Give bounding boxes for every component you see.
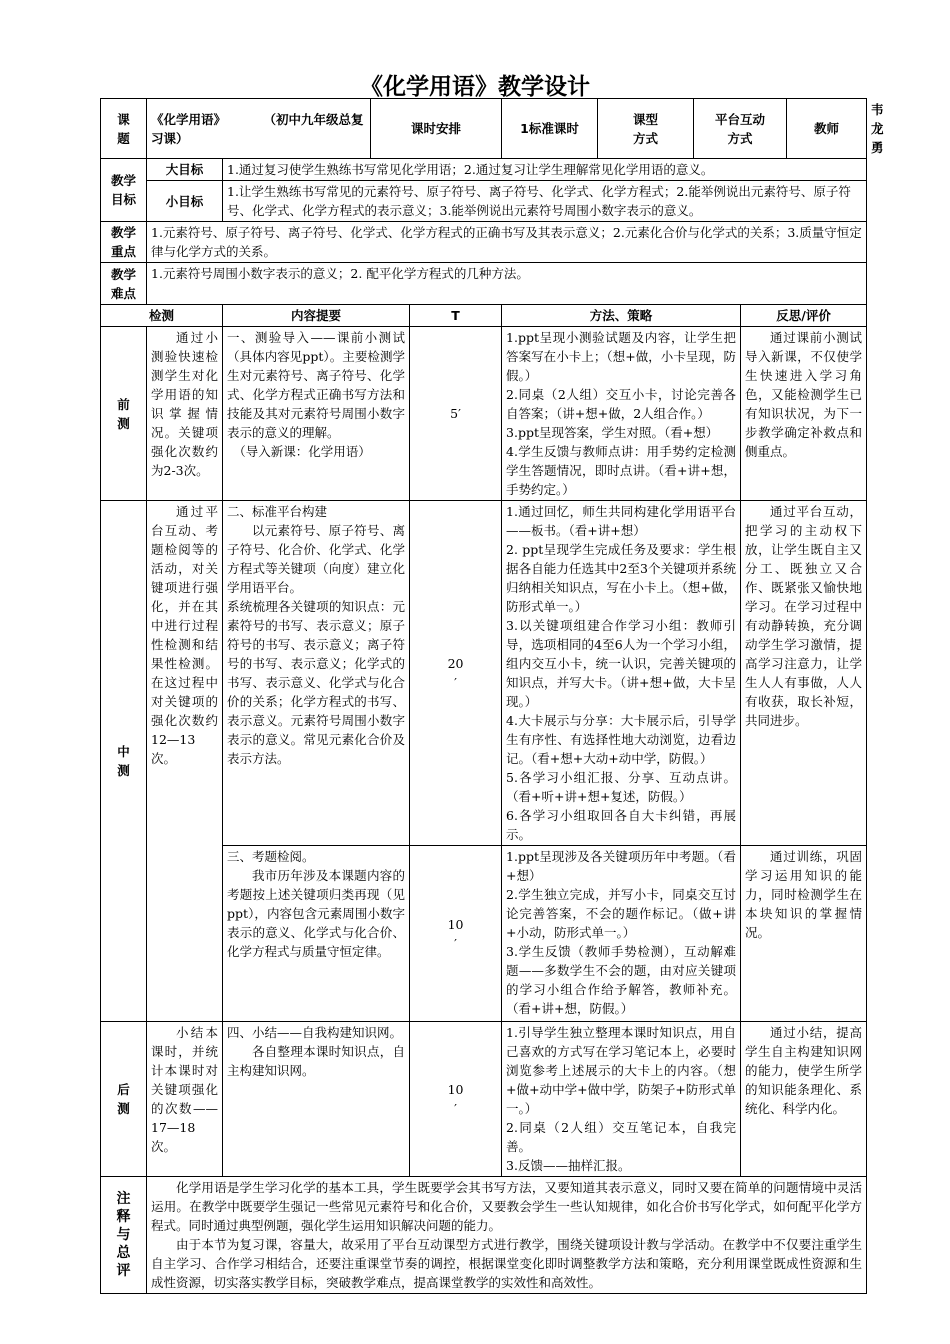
- notes-paragraph-2: 由于本节为复习课，容量大，故采用了平台互动课型方式进行教学，围绕关键项设计教与学活动。在教学中不仅要注重学生自主学习、合作学习相结合，还要注重课堂节奏的调控，根据课堂变化即时调整教学方法和策略，充分利用课堂既成性资源和生成性资源，切实落实教学目标，突破教学难点，提高课堂教学的实效性和高效性。: [151, 1237, 863, 1290]
- stage-post-content-text: 各自整理本课时知识点，自主构建知识网。: [227, 1044, 406, 1078]
- stage-post-method: 1.引导学生独立整理本课时知识点，用自己喜欢的方式写在学习笔记本上，必要时浏览参考上述展示的大卡上的内容。（想+做+动中学+做中学，防架子+防形式单一。） 2.同桌（2人组）交互笔记本，自我完善。 3.反馈——抽样汇报。: [502, 1022, 741, 1177]
- stage-post-reflection: 通过小结，提高学生自主构建知识网的能力，使学生所学的知识能条理化、系统化、科学内化。: [741, 1022, 867, 1177]
- stage-post-label: 后 测: [101, 1022, 147, 1177]
- col-time: T: [410, 305, 502, 327]
- type-value: 平台互动 方式: [694, 99, 787, 159]
- stage-post-check: 小结本课时，并统计本课时对关键项强化的次数——17—18次。: [147, 1022, 223, 1177]
- goals-label: 教学 目标: [101, 159, 147, 222]
- lesson-plan-table: [100, 98, 884, 1294]
- big-goal-label: 大目标: [147, 159, 223, 181]
- stage-post-time: 10 ′: [410, 1022, 502, 1177]
- small-goal-text: 1.让学生熟练书写常见的元素符号、原子符号、离子符号、化学式、化学方程式；2.能举例说出元素符号、原子符号、化学式、化学方程式的表示意义；3.能举例说出元素符号周围小数字表示的意义。: [223, 181, 867, 222]
- stage-mid-method-1: 1.通过回忆，师生共同构建化学用语平台——板书。（看+讲+想） 2. ppt呈现学生完成任务及要求：学生根据各自能力任选其中2至3个关键项并系统归纳相关知识点，写在小卡上。（想+做，防形式单一。） 3.以关键项组建合作学习小组：教师引导，选项相同的4至6人为一个学习小组，组内交互小卡，统一认识，完善关键项的知识点，并写大卡。（讲+想+做，大卡呈现。） 4.大卡展示与分享：大卡展示后，引导学生有序性、有选择性地大动浏览，边看边记。（看+想+大动+动中学，防假。） 5.各学习小组汇报、分享、互动点讲。（看+听+讲+想+复述，防假。） 6.各学习小组取回各自大卡纠错，再展示。: [502, 501, 741, 846]
- stage-pre-time: 5′: [410, 327, 502, 501]
- schedule-value: 1标准课时: [502, 99, 598, 159]
- stage-pre-check: 通过小测验快速检测学生对化学用语的知识掌握情况。关键项强化次数约为2-3次。: [147, 327, 223, 501]
- stage-post-content-title: 四、小结——自我构建知识网。: [227, 1025, 403, 1040]
- small-goal-label: 小目标: [147, 181, 223, 222]
- stage-pre-method: 1.ppt呈现小测验试题及内容，让学生把答案写在小卡上；（想+做，小卡呈现，防假。） 2.同桌（2人组）交互小卡，讨论完善各自答案；（讲+想+做，2人组合作。） 3.ppt呈现答案，学生对照。（看+想） 4.学生反馈与教师点讲：用手势约定检测学生答题情况，即时点讲。（看+讲+想，手势约定。）: [502, 327, 741, 501]
- stage-pre-label: 前 测: [101, 327, 147, 501]
- difficulty-text: 1.元素符号周围小数字表示的意义；2. 配平化学方程式的几种方法。: [147, 263, 867, 305]
- stage-mid-content-2: [223, 846, 410, 1022]
- stage-pre-reflection: 通过课前小测试导入新课，不仅使学生快速进入学习角色，又能检测学生已有知识状况，为下一步教学确定补救点和侧重点。: [741, 327, 867, 501]
- type-label: 课型 方式: [598, 99, 694, 159]
- col-method: 方法、策略: [502, 305, 741, 327]
- col-check: 检测: [101, 305, 223, 327]
- stage-mid-label: 中 测: [101, 501, 147, 1022]
- teacher-label: 教师: [787, 99, 867, 159]
- stage-mid-content-1-text: 以元素符号、原子符号、离子符号、化合价、化学式、化学方程式等关键项（向度）建立化学用语平台。 系统梳理各关键项的知识点：元素符号的书写、表示意义；原子符号的书写、表示意义；离子符号的书写、表示意义；化学式的书写、表示意义、化学式与化合价的关系；化学方程式的书写、表示意义。元素符号周围小数字表示的意义。常见元素化合价及表示方法。: [227, 523, 406, 766]
- stage-mid-time-2: 10 ′: [410, 846, 502, 1022]
- stage-mid-content-2-title: 三、考题检阅。: [227, 849, 315, 864]
- col-content: 内容提要: [223, 305, 410, 327]
- focus-label: 教学 重点: [101, 222, 147, 263]
- stage-post-content: [223, 1022, 410, 1177]
- topic-label: 课 题: [101, 99, 147, 159]
- focus-row: [101, 222, 867, 263]
- column-header-row: [101, 305, 867, 327]
- schedule-label: 课时安排: [371, 99, 502, 159]
- stage-mid-reflection-2: 通过训练，巩固学习运用知识的能力，同时检测学生在本块知识的掌握情况。: [741, 846, 867, 1022]
- stage-pre-content: 一、测验导入——课前小测试（具体内容见ppt）。主要检测学生对元素符号、离子符号、化学式、化学方程式正确书写方法和技能及其对元素符号周围小数字表示的意义的理解。 （导入新课：化学用语）: [223, 327, 410, 501]
- document-title: 《化学用语》教学设计: [360, 74, 590, 100]
- notes-label: 注 释 与 总 评: [101, 1177, 147, 1294]
- stage-pre-row: [101, 327, 867, 501]
- stage-mid-check: 通过平台互动、考题检阅等的活动，对关键项进行强化，并在其中进行过程性检测和结果性检测。在这过程中对关键项的强化次数约12—13次。: [147, 501, 223, 1022]
- stage-mid-content-2-text: 我市历年涉及本课题内容的考题按上述关键项归类再现（见ppt），内容包含元素周围小数字表示的意义、化学式与化合价、化学方程式与质量守恒定律。: [227, 868, 406, 959]
- header-row: 课 题 《化学用语》 （初中九年级总复习课） 课时安排 1标准课时 课型 方式 平台互动 方式 教师 韦龙勇: [101, 99, 867, 159]
- notes-paragraph-1: 化学用语是学生学习化学的基本工具，学生既要学会其书写方法，又要知道其表示意义，同时又要在简单的问题情境中灵活运用。在教学中既要学生强记一些常见元素符号和化合价，又要教会学生一些认知规律，如化合价书写化学式，如何配平化学方程式。同时通过典型例题，强化学生运用知识解决问题的能力。: [151, 1180, 863, 1233]
- stage-post-row: [101, 1022, 867, 1177]
- stage-mid-row-1: [101, 501, 867, 846]
- stage-mid-method-2: 1.ppt呈现涉及各关键项历年中考题。（看+想） 2.学生独立完成，并写小卡，同桌交互讨论完善答案，不会的题作标记。（做+讲+小动，防形式单一。） 3.学生反馈（教师手势检测），互动解难题——多数学生不会的题，由对应关键项的学习小组合作给予解答，教师补充。（看+讲+想，防假。）: [502, 846, 741, 1022]
- notes-row: [101, 1177, 867, 1294]
- col-reflection: 反思/评价: [741, 305, 867, 327]
- big-goal-text: 1.通过复习使学生熟练书写常见化学用语；2.通过复习让学生理解常见化学用语的意义。: [223, 159, 867, 181]
- stage-mid-reflection-1: 通过平台互动，把学习的主动权下放，让学生既自主又分工、既独立又合作、既紧张又愉快地学习。在学习过程中有动静转换，充分调动学生学习激情，提高学习注意力，让学生人人有事做，人人有收获，取长补短，共同进步。: [741, 501, 867, 846]
- goals-small-row: [101, 181, 867, 222]
- stage-mid-content-1: [223, 501, 410, 846]
- notes-body: [147, 1177, 867, 1294]
- difficulty-row: [101, 263, 867, 305]
- stage-mid-content-1-title: 二、标准平台构建: [227, 504, 328, 519]
- focus-text: 1.元素符号、原子符号、离子符号、化学式、化学方程式的正确书写及其表示意义；2.元素化合价与化学式的关系；3.质量守恒定律与化学方式的关系。: [147, 222, 867, 263]
- topic-value: 《化学用语》 （初中九年级总复习课）: [147, 99, 371, 159]
- stage-mid-time-1: 20 ′: [410, 501, 502, 846]
- goals-big-row: [101, 159, 867, 181]
- difficulty-label: 教学 难点: [101, 263, 147, 305]
